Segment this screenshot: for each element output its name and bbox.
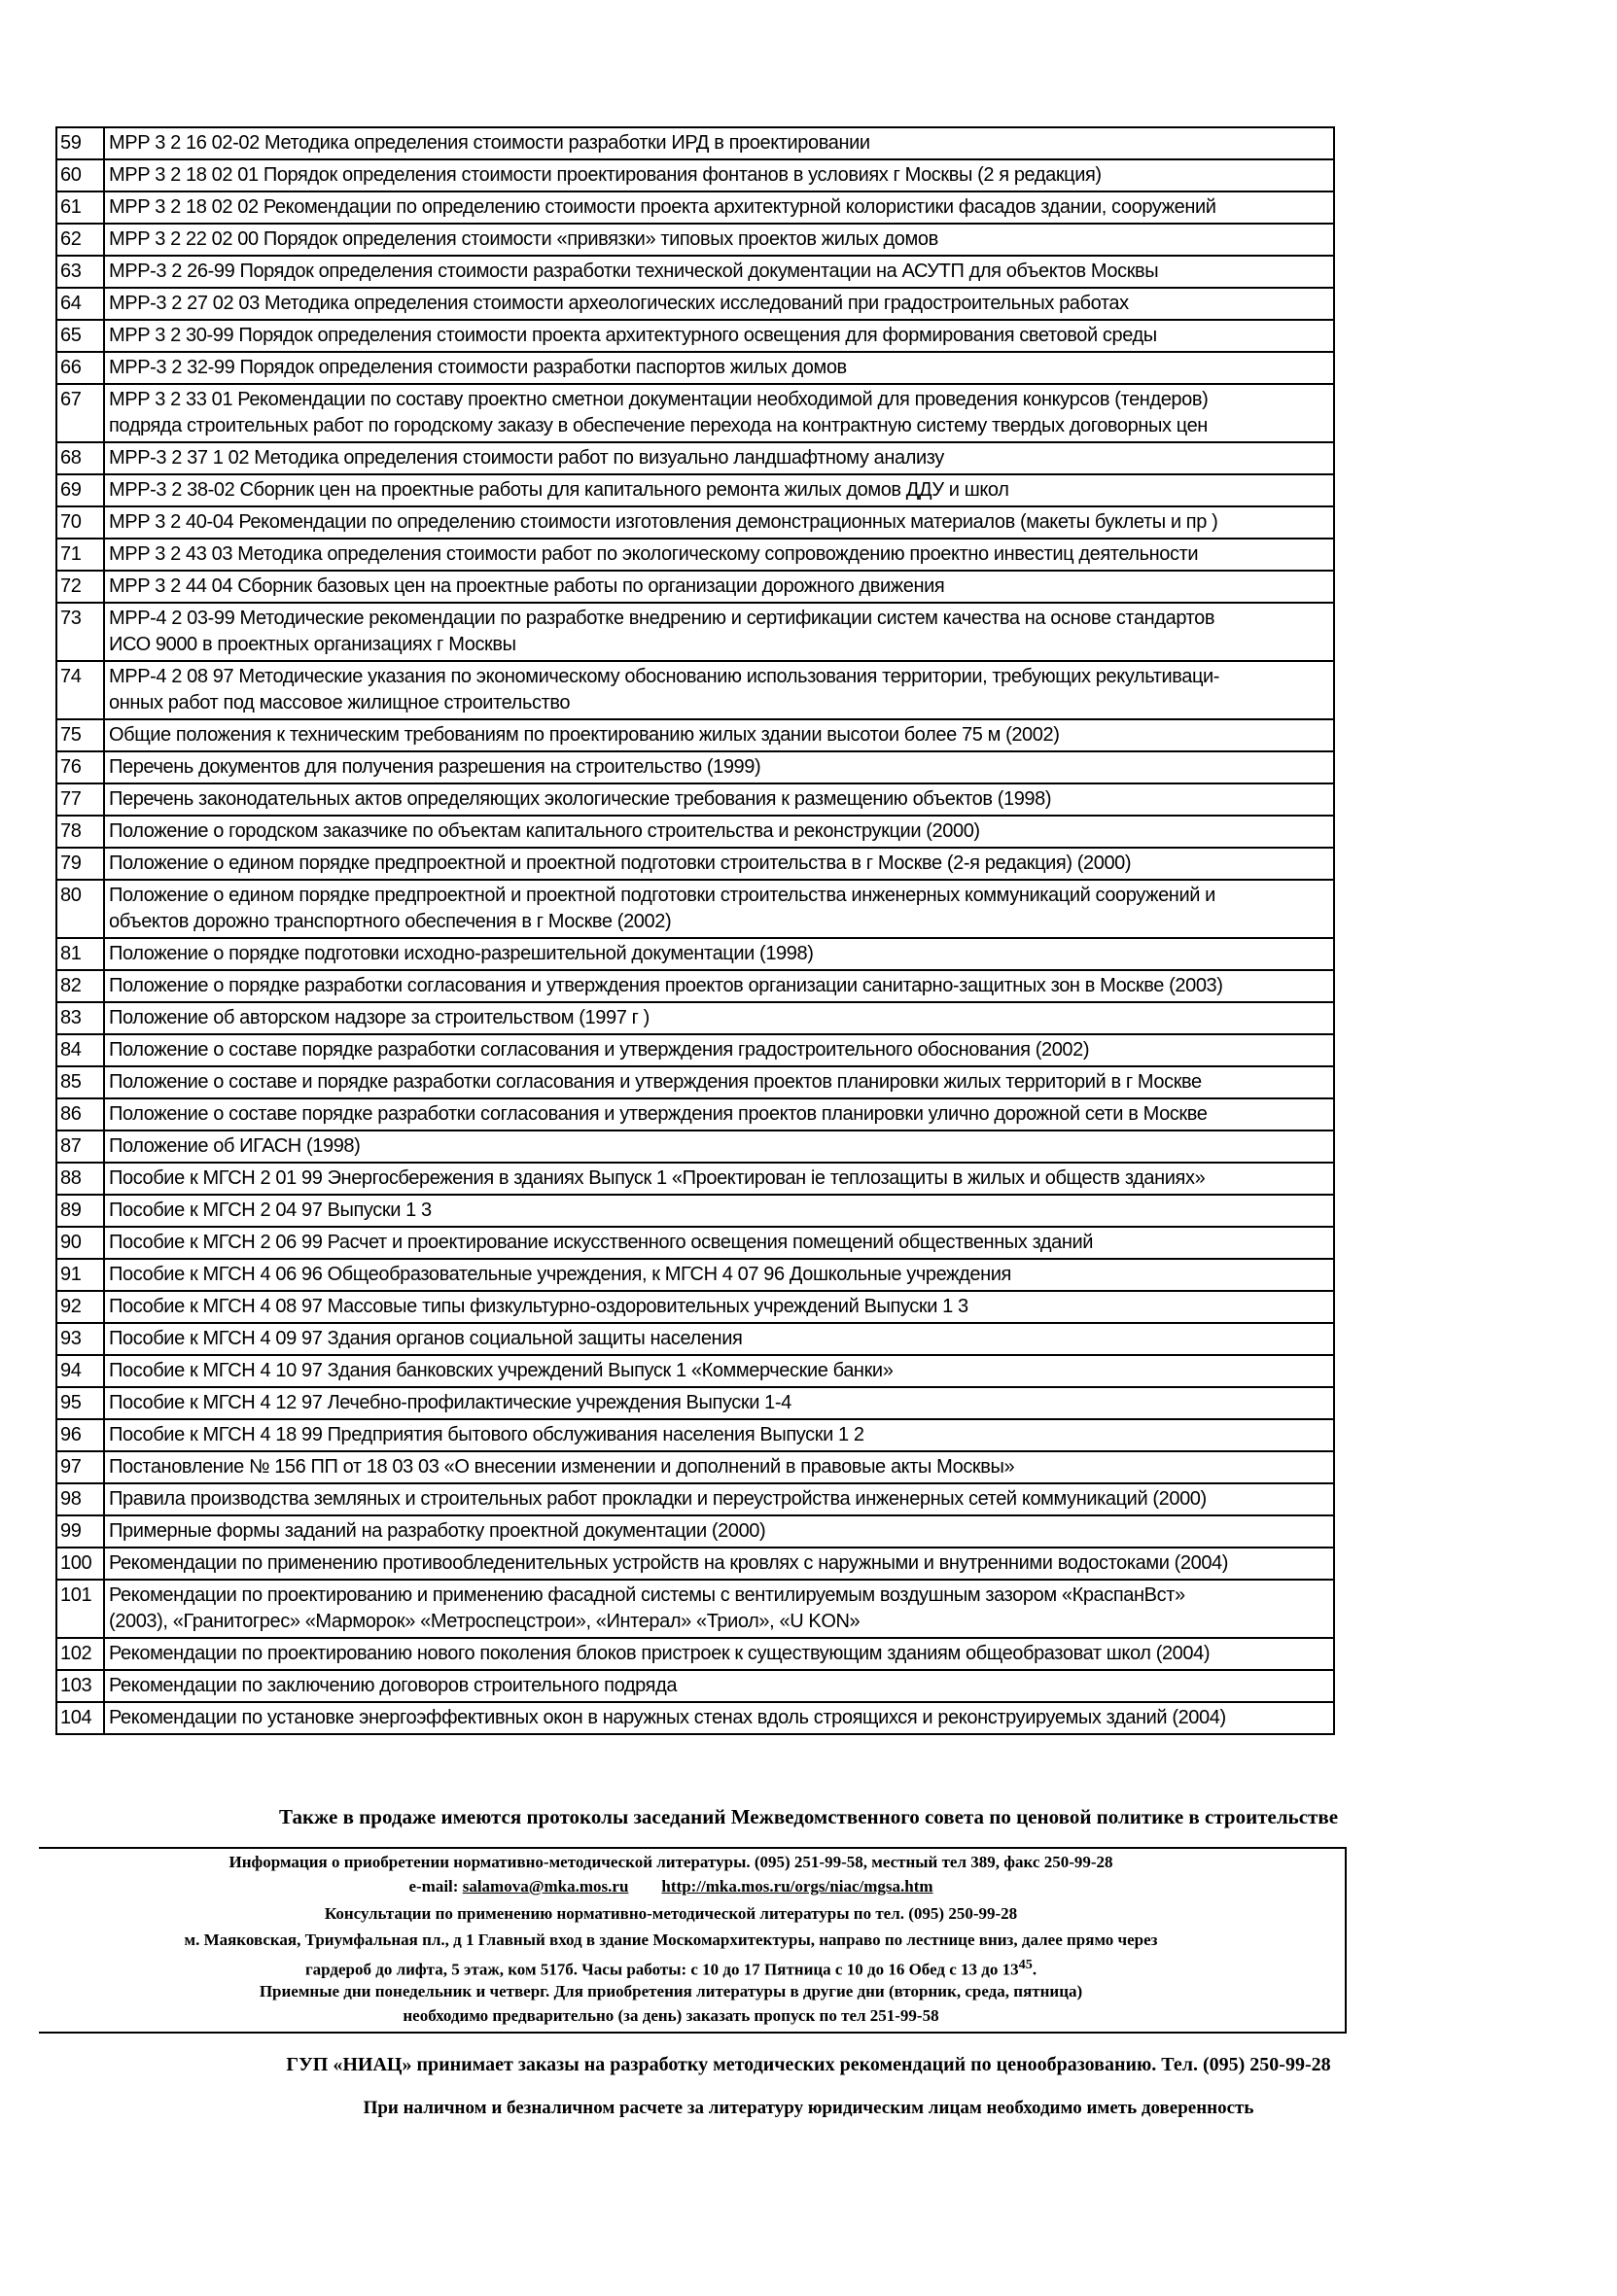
row-title: МРР-3 2 38-02 Сборник цен на проектные работы для капитального ремонта жилых домов ДДУ и школ [104,474,1334,506]
row-title: Перечень документов для получения разрешения на строительство (1999) [104,751,1334,783]
row-title: Рекомендации по установке энергоэффективных окон в наружных стенах вдоль строящихся и реконструируемых зданий (2004) [104,1702,1334,1734]
info-consult-line: Консультации по применению нормативно-методической литературы по тел. (095) 250-99-28 [324,1904,1018,1923]
info-hours-line [0,1954,1342,1981]
row-number: 94 [56,1355,104,1387]
row-number: 87 [56,1131,104,1163]
row-title: Примерные формы заданий на разработку проектной документации (2000) [104,1515,1334,1548]
literature-table [55,126,1335,1735]
row-number: 90 [56,1227,104,1259]
row-number: 62 [56,224,104,256]
row-number: 77 [56,783,104,816]
row-number: 102 [56,1638,104,1670]
row-number: 85 [56,1066,104,1098]
row-number: 65 [56,320,104,352]
table-row [56,880,1334,938]
row-title: Общие положения к техническим требованиям по проектированию жилых здании высотои более 75 м (2002) [104,719,1334,751]
row-title: МРР-3 2 26-99 Порядок определения стоимости разработки технической документации на АСУТП для объектов Москвы [104,256,1334,288]
row-title: Постановление № 156 ПП от 18 03 03 «О внесении изменении и дополнений в правовые акты Москвы» [104,1451,1334,1483]
table-row [56,783,1334,816]
row-number: 68 [56,442,104,474]
row-title: МРР 3 2 43 03 Методика определения стоимости работ по экологическому сопровождению проектно инвестиц деятельности [104,539,1334,571]
table-row [56,1163,1334,1195]
info-reception-line: Приемные дни понедельник и четверг. Для приобретения литературы в другие дни (вторник, среда, пятница) [259,1982,1083,2000]
row-number: 92 [56,1291,104,1323]
row-number: 86 [56,1098,104,1131]
table-row [56,1580,1334,1638]
row-number: 101 [56,1580,104,1638]
order-note: ГУП «НИАЦ» принимает заказы на разработку методических рекомендаций по ценообразованию. Тел. (095) 250-99-28 [286,2054,1331,2075]
table-row [56,1419,1334,1451]
row-number: 93 [56,1323,104,1355]
row-title: МРР-4 2 03-99 Методические рекомендации по разработке внедрению и сертификации систем качества на основе стандартов ИСО 9000 в проектных организациях г Москвы [104,603,1334,661]
row-title: МРР 3 2 44 04 Сборник базовых цен на проектные работы по организации дорожного движения [104,571,1334,603]
row-title: МРР-3 2 37 1 02 Методика определения стоимости работ по визуально ландшафтному анализу [104,442,1334,474]
table-row [56,1355,1334,1387]
table-row [56,816,1334,848]
row-number: 59 [56,127,104,159]
row-title: Положение о едином порядке предпроектной и проектной подготовки строительства инженерных коммуникаций сооружений и объектов дорожно транспортного обеспечения в г Москве (2002) [104,880,1334,938]
row-number: 71 [56,539,104,571]
row-title: Пособие к МГСН 2 06 99 Расчет и проектирование искусственного освещения помещений общественных зданий [104,1227,1334,1259]
row-number: 60 [56,159,104,191]
row-number: 64 [56,288,104,320]
row-number: 99 [56,1515,104,1548]
row-title: МРР-3 2 32-99 Порядок определения стоимости разработки паспортов жилых домов [104,352,1334,384]
hours-end: . [1032,1960,1037,1979]
row-number: 81 [56,938,104,970]
row-number: 83 [56,1002,104,1034]
row-number: 76 [56,751,104,783]
email-label: e-mail: [408,1877,459,1896]
hours-text: гардероб до лифта, 5 этаж, ком 517б. Часы работы: с 10 до 17 Пятница с 10 до 16 Обед с 13 до 13 [304,1960,1019,1979]
website-link[interactable]: http://mka.mos.ru/orgs/niac/mgsa.htm [661,1877,933,1896]
hours-minutes: 45 [1018,1957,1033,1972]
row-title: МРР-4 2 08 97 Методические указания по экономическому обоснованию использования территории, требующих рекультиваци- онных работ под массовое жилищное строительство [104,661,1334,719]
table-row [56,1034,1334,1066]
info-pass-line: необходимо предварительно (за день) заказать пропуск по тел 251-99-58 [403,2006,939,2025]
table-row [56,1259,1334,1291]
row-number: 69 [56,474,104,506]
row-title: МРР 3 2 18 02 01 Порядок определения стоимости проектирования фонтанов в условиях г Москвы (2 я редакция) [104,159,1334,191]
row-title: Положение об ИГАСН (1998) [104,1131,1334,1163]
row-number: 73 [56,603,104,661]
table-row [56,1066,1334,1098]
row-number: 72 [56,571,104,603]
table-row [56,1483,1334,1515]
row-number: 79 [56,848,104,880]
row-title: Перечень законодательных актов определяющих экологические требования к размещению объектов (1998) [104,783,1334,816]
table-row [56,1098,1334,1131]
table-row [56,603,1334,661]
table-row [56,719,1334,751]
row-number: 75 [56,719,104,751]
table-row [56,1670,1334,1702]
table-row [56,1548,1334,1580]
row-title: Пособие к МГСН 4 09 97 Здания органов социальной защиты населения [104,1323,1334,1355]
table-row [56,1323,1334,1355]
row-title: Положение об авторском надзоре за строительством (1997 г ) [104,1002,1334,1034]
row-title: Положение о едином порядке предпроектной и проектной подготовки строительства в г Москве (2-я редакция) (2000) [104,848,1334,880]
row-title: МРР 3 2 40-04 Рекомендации по определению стоимости изготовления демонстрационных материалов (макеты буклеты и пр ) [104,506,1334,539]
table-row [56,191,1334,224]
row-title: МРР 3 2 18 02 02 Рекомендации по определению стоимости проекта архитектурной колористики фасадов здании, сооружений [104,191,1334,224]
row-number: 61 [56,191,104,224]
table-row [56,1227,1334,1259]
table-row [56,474,1334,506]
row-title: Положение о порядке разработки согласования и утверждения проектов организации санитарно-защитных зон в Москве (2003) [104,970,1334,1002]
row-title: МРР-3 2 27 02 03 Методика определения стоимости археологических исследований при градостроительных работах [104,288,1334,320]
table-row [56,970,1334,1002]
row-number: 95 [56,1387,104,1419]
table-row [56,159,1334,191]
row-title: Правила производства земляных и строительных работ прокладки и переустройства инженерных сетей коммуникаций (2000) [104,1483,1334,1515]
table-row [56,751,1334,783]
table-row [56,506,1334,539]
table-row [56,938,1334,970]
table-row [56,1291,1334,1323]
table-row [56,256,1334,288]
row-number: 89 [56,1195,104,1227]
table-row [56,848,1334,880]
row-title: Рекомендации по проектированию и применению фасадной системы с вентилируемым воздушным зазором «КраспанВст» (2003), «Гранитогрес» «Марморок» «Метроспецстрои», «Интерал» «Триол», «U KON» [104,1580,1334,1638]
table-row [56,352,1334,384]
table-row [56,384,1334,442]
row-title: Пособие к МГСН 4 08 97 Массовые типы физкультурно-оздоровительных учреждений Выпуски 1 3 [104,1291,1334,1323]
table-row [56,1515,1334,1548]
row-number: 96 [56,1419,104,1451]
row-title: МРР 3 2 16 02-02 Методика определения стоимости разработки ИРД в проектировании [104,127,1334,159]
info-contacts-line [0,1876,1342,1897]
table-row [56,539,1334,571]
table-row [56,1702,1334,1734]
table-row [56,1387,1334,1419]
email-link[interactable]: salamova@mka.mos.ru [462,1877,629,1896]
row-title: Рекомендации по применению противообледенительных устройств на кровлях с наружными и внутренними водостоками (2004) [104,1548,1334,1580]
table-row [56,288,1334,320]
row-number: 66 [56,352,104,384]
row-number: 91 [56,1259,104,1291]
row-title: МРР 3 2 30-99 Порядок определения стоимости проекта архитектурного освещения для формирования световой среды [104,320,1334,352]
row-title: Пособие к МГСН 2 04 97 Выпуски 1 3 [104,1195,1334,1227]
row-number: 70 [56,506,104,539]
row-title: Рекомендации по заключению договоров строительного подряда [104,1670,1334,1702]
row-title: Пособие к МГСН 4 10 97 Здания банковских учреждений Выпуск 1 «Коммерческие банки» [104,1355,1334,1387]
row-number: 100 [56,1548,104,1580]
table-row [56,1451,1334,1483]
table-row [56,661,1334,719]
table-row [56,1002,1334,1034]
row-title: Пособие к МГСН 2 01 99 Энергосбережения в зданиях Выпуск 1 «Проектирован іе теплозащиты в жилых и обществ зданиях» [104,1163,1334,1195]
row-number: 98 [56,1483,104,1515]
info-phone-line: Информация о приобретении нормативно-методической литературы. (095) 251-99-58, местный тел 389, факс 250-99-28 [228,1853,1113,1871]
payment-note: При наличном и безналичном расчете за литературу юридическим лицам необходимо иметь доверенность [363,2098,1254,2118]
table-row [56,1195,1334,1227]
row-number: 84 [56,1034,104,1066]
row-title: Положение о составе и порядке разработки согласования и утверждения проектов планировки жилых территорий в г Москве [104,1066,1334,1098]
table-row [56,571,1334,603]
table-row [56,1131,1334,1163]
row-title: Пособие к МГСН 4 06 96 Общеобразовательные учреждения, к МГСН 4 07 96 Дошкольные учреждения [104,1259,1334,1291]
table-row [56,224,1334,256]
info-address-line: м. Маяковская, Триумфальная пл., д 1 Главный вход в здание Москомархитектуры, направо по лестнице вниз, далее прямо через [184,1931,1158,1949]
row-number: 74 [56,661,104,719]
protocols-note: Также в продаже имеются протоколы заседаний Межведомственного совета по ценовой политике в строительстве [278,1805,1339,1828]
table-row [56,320,1334,352]
row-title: Положение о составе порядке разработки согласования и утверждения проектов планировки улично дорожной сети в Москве [104,1098,1334,1131]
table-body [56,127,1334,1734]
table-row [56,1638,1334,1670]
row-number: 97 [56,1451,104,1483]
row-title: Положение о городском заказчике по объектам капитального строительства и реконструкции (2000) [104,816,1334,848]
table-row [56,127,1334,159]
row-number: 104 [56,1702,104,1734]
row-number: 82 [56,970,104,1002]
row-title: Положение о составе порядке разработки согласования и утверждения градостроительного обоснования (2002) [104,1034,1334,1066]
row-title: МРР 3 2 22 02 00 Порядок определения стоимости «привязки» типовых проектов жилых домов [104,224,1334,256]
row-title: Положение о порядке подготовки исходно-разрешительной документации (1998) [104,938,1334,970]
row-number: 67 [56,384,104,442]
row-number: 78 [56,816,104,848]
row-title: МРР 3 2 33 01 Рекомендации по составу проектно сметнои документации необходимой для проведения конкурсов (тендеров) подряда строительных работ по городскому заказу в обеспечение перехода на контрактную систему твердых договорных цен [104,384,1334,442]
row-number: 63 [56,256,104,288]
table-row [56,442,1334,474]
row-title: Пособие к МГСН 4 12 97 Лечебно-профилактические учреждения Выпуски 1-4 [104,1387,1334,1419]
row-title: Пособие к МГСН 4 18 99 Предприятия бытового обслуживания населения Выпуски 1 2 [104,1419,1334,1451]
row-number: 103 [56,1670,104,1702]
row-number: 80 [56,880,104,938]
row-number: 88 [56,1163,104,1195]
row-title: Рекомендации по проектированию нового поколения блоков пристроек к существующим зданиям общеобразоват школ (2004) [104,1638,1334,1670]
